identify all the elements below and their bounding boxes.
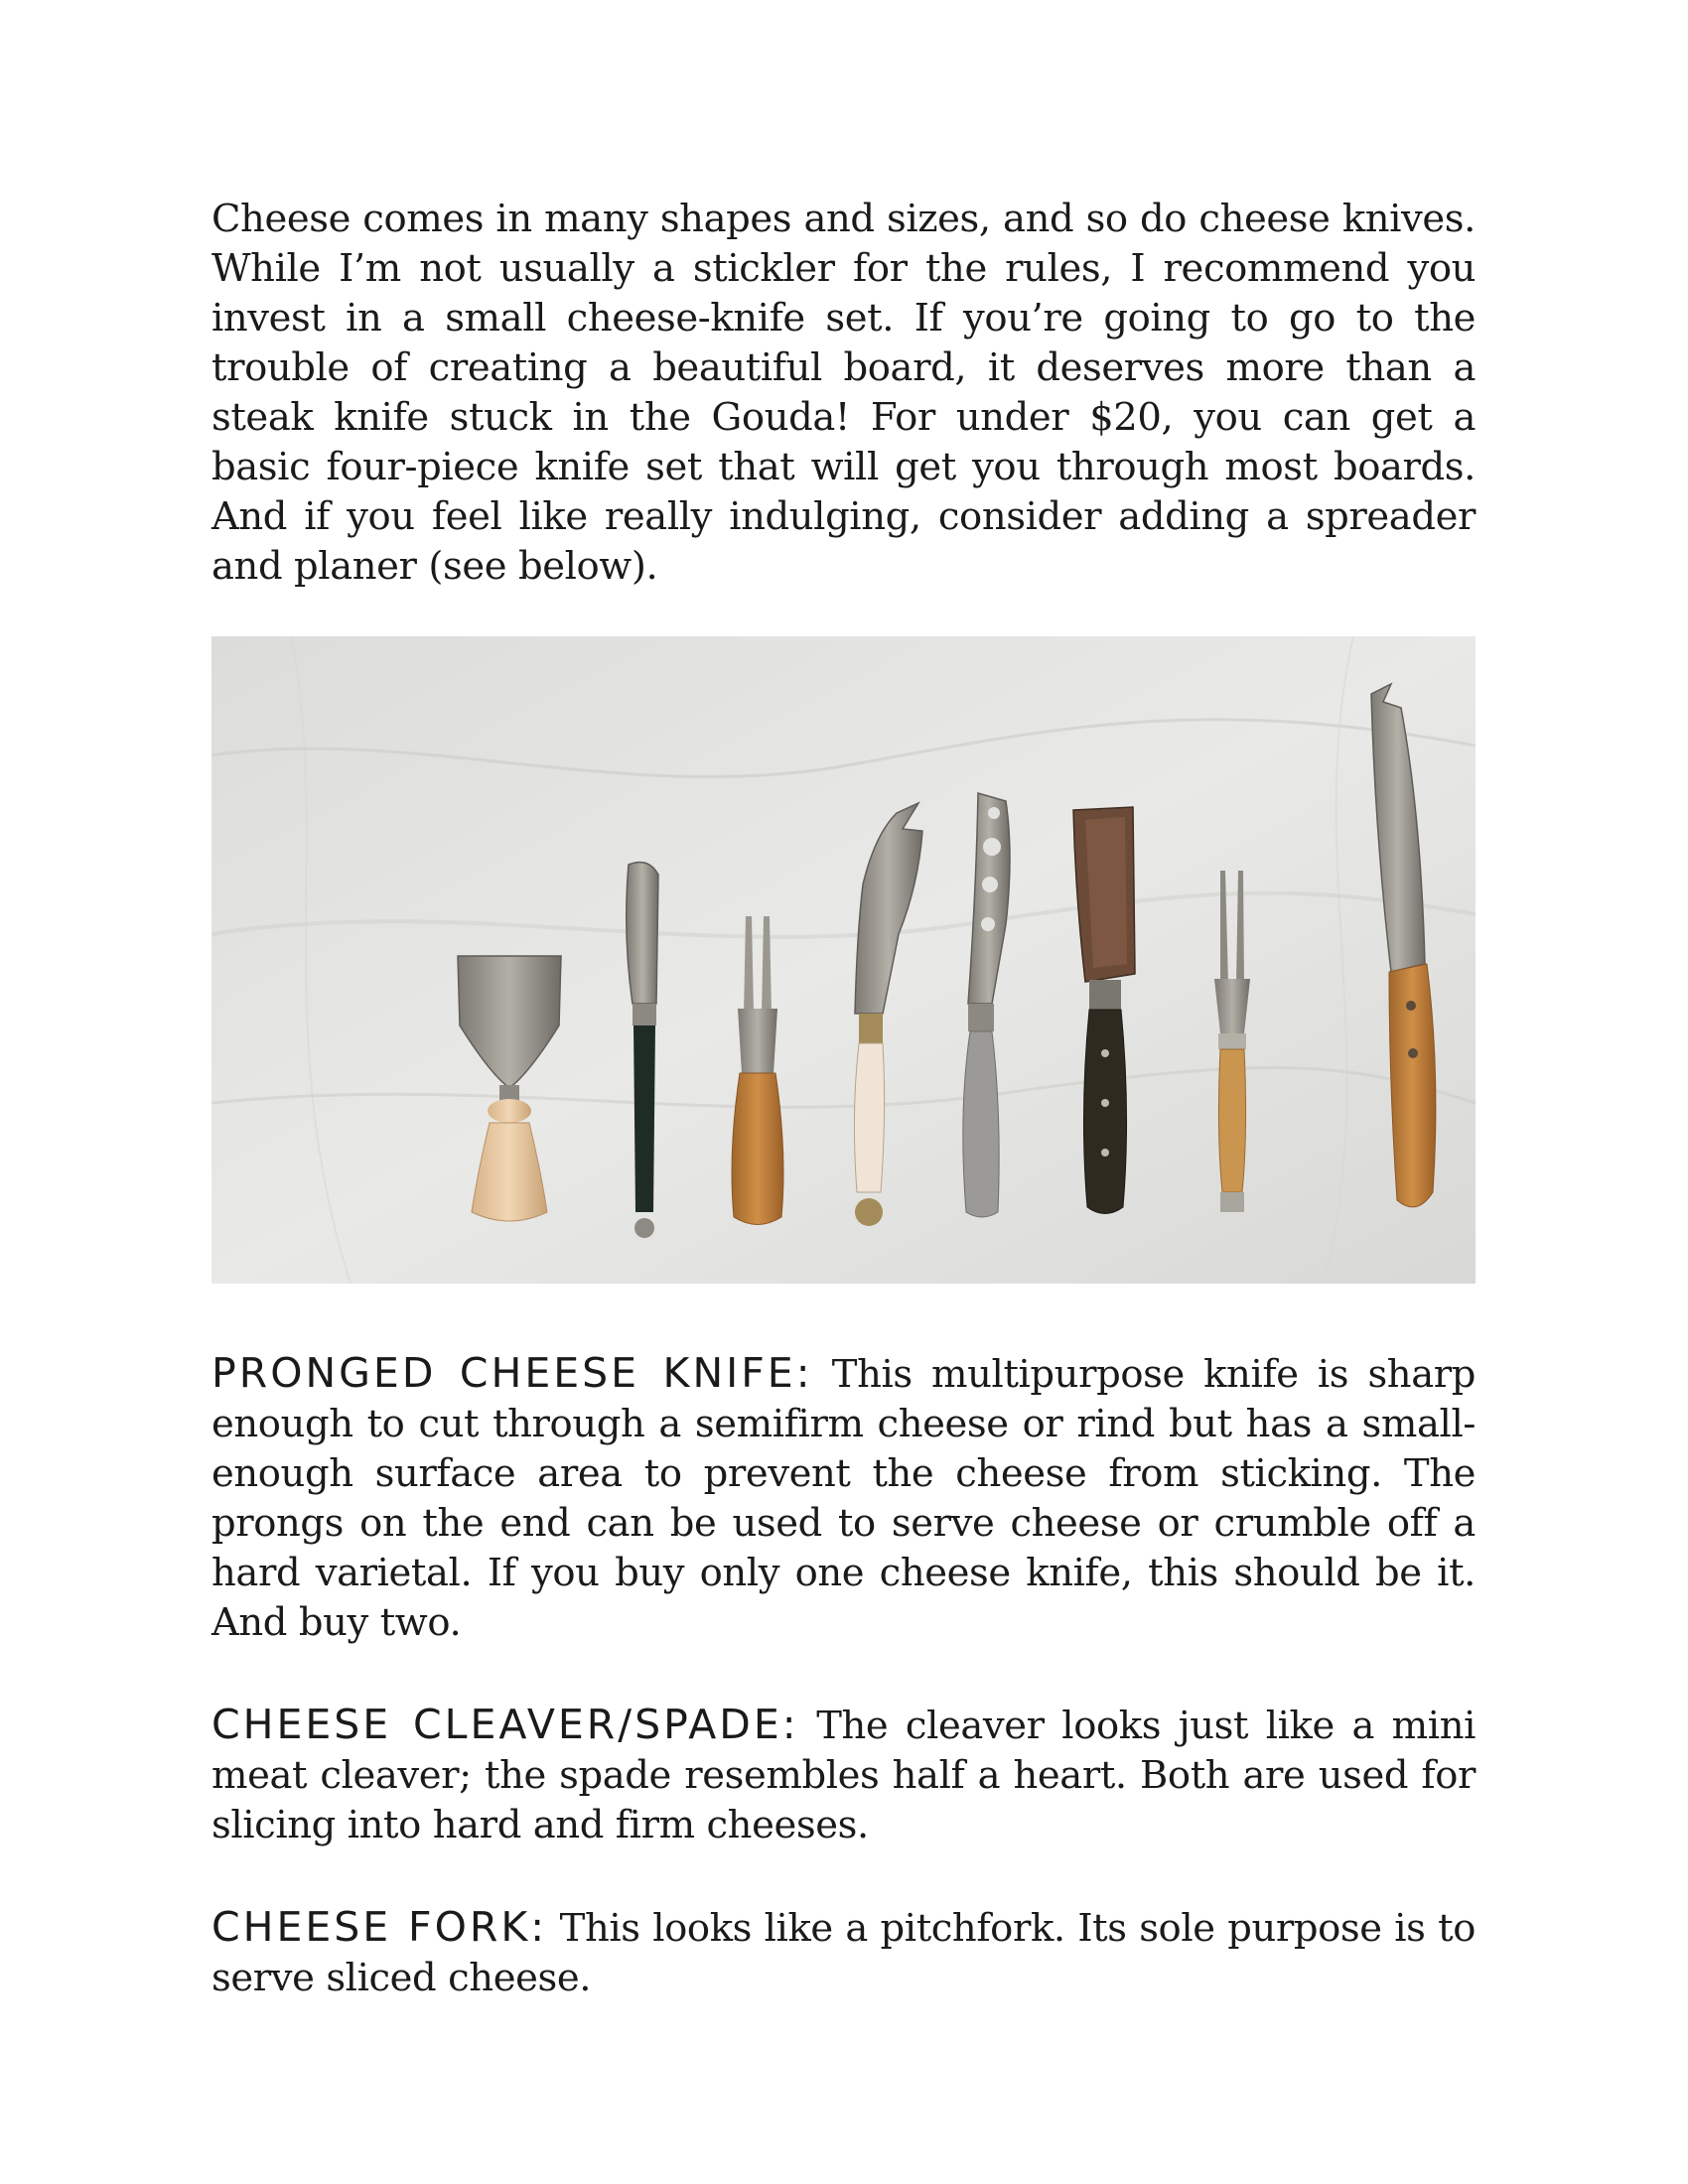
entry-text: This looks like a pitchfork. Its sole purpose is to serve sliced cheese. [211, 1906, 1477, 2000]
entry-cheese-fork [211, 1902, 1476, 2003]
entry-term: PRONGED CHEESE KNIFE: [211, 1349, 813, 1397]
entry-cheese-cleaver-spade [211, 1700, 1476, 1850]
intro-paragraph: Cheese comes in many shapes and sizes, and so do cheese knives. While I’m not usually a stickler for the rules, I recommend you invest in a small cheese-knife set. If you’re going to go to the trouble of creating a beautiful board, it deserves more than a steak knife stuck in the Gouda! For under $20, you can get a basic four-piece knife set that will get you through most boards. And if you feel like really indulging, consider adding a spreader and planer (see below). [211, 197, 1476, 589]
entry-pronged-cheese-knife [211, 1348, 1476, 1648]
entry-text: The cleaver looks just like a mini meat cleaver; the spade resembles half a heart. Both are used for slicing into hard and firm cheeses. [211, 1704, 1477, 1847]
cheese-knives-photo [211, 636, 1476, 1284]
page-content [211, 195, 1476, 2003]
entry-text: This multipurpose knife is sharp enough to cut through a semifirm cheese or rind but has a small-enough surface area to prevent the cheese from sticking. The prongs on the end can be used to serve cheese or crumble off a hard varietal. If you buy only one cheese knife, this should be it. And buy two. [211, 1352, 1476, 1645]
entry-term: CHEESE CLEAVER/SPADE: [211, 1701, 799, 1748]
entry-term: CHEESE FORK: [211, 1903, 548, 1951]
